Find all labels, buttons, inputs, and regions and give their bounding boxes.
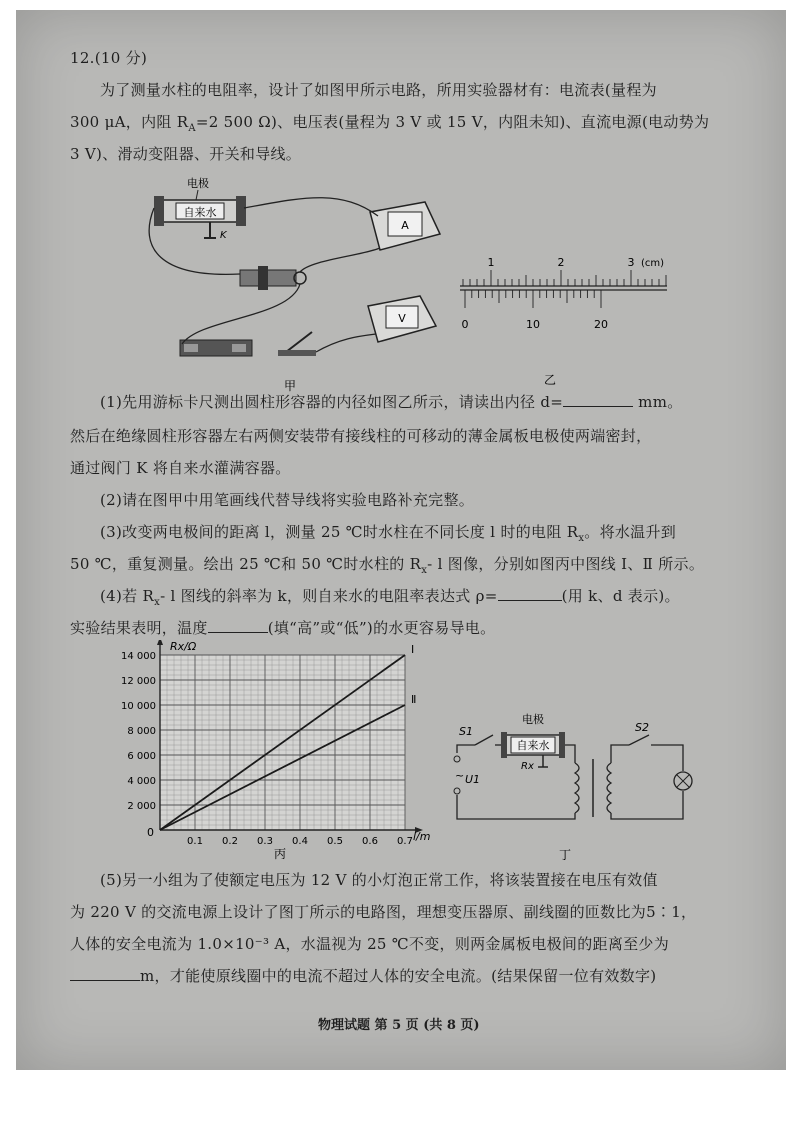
x-tick-label: 0.7 <box>397 836 413 847</box>
chart-x-tick-labels <box>187 836 413 847</box>
scale-unit: (cm) <box>641 258 665 269</box>
ac-symbol: ~ <box>455 769 465 782</box>
caption-jia: 甲 <box>283 379 297 393</box>
intro-line-2-sub: A <box>188 123 196 134</box>
y-tick-label: 14 000 <box>121 651 156 662</box>
part-3-text-a: (3)改变两电极间的距离 l，测量 25 ℃时水柱在不同长度 l 时的电阻 R <box>100 523 579 541</box>
part-5-line-3: 人体的安全电流为 1.0×10⁻³ A，水温视为 25 ℃不变，则两金属板电极间的距离至少为 <box>70 935 670 953</box>
voltmeter-symbol: V <box>398 312 406 325</box>
ammeter <box>370 202 440 250</box>
ding-resistor-label: Rx <box>521 761 534 772</box>
lamp-icon <box>674 772 692 790</box>
secondary-coil <box>607 763 611 813</box>
vernier-label-20: 20 <box>594 318 608 331</box>
container-label: 自来水 <box>183 206 217 219</box>
intro-line-2-end: =2 500 Ω)、电压表(量程为 3 V 或 15 V，内阻未知)、直流电源(电动势为 <box>195 113 710 131</box>
part-1-line-1 <box>100 392 683 412</box>
question-header <box>70 48 147 68</box>
part-3-line-2 <box>70 554 704 581</box>
footer-total: (共 8 页) <box>423 1018 480 1033</box>
ding-container <box>501 712 565 772</box>
series-label-2: Ⅱ <box>411 693 417 706</box>
switch-s1-label: S1 <box>459 725 473 738</box>
part-4-text-b: 实验结果表明，温度 <box>70 619 208 637</box>
part-3-line-1 <box>100 522 676 549</box>
chart-origin-label: 0 <box>147 826 154 839</box>
caption-bing: 丙 <box>273 847 287 861</box>
terminal-bottom <box>454 788 460 794</box>
intro-line-2 <box>70 112 709 139</box>
question-points: (10 分) <box>94 49 148 67</box>
part-1-line-2: 然后在绝缘圆柱形容器左右两侧安装带有接线柱的可移动的薄金属板电极使两端密封， <box>70 427 652 445</box>
electrode-label: 电极 <box>187 177 209 190</box>
ammeter-symbol: A <box>401 219 409 232</box>
caption-ding: 丁 <box>558 848 572 862</box>
y-tick-label: 2 000 <box>127 801 156 812</box>
part-4-text-end: (用 k、d 表示)。 <box>561 587 680 605</box>
ding-container-label: 自来水 <box>516 739 550 752</box>
switch-s2-label: S2 <box>635 721 649 734</box>
intro-line-3: 3 V)、滑动变阻器、开关和导线。 <box>70 145 302 163</box>
answer-blank-distance[interactable] <box>70 980 140 981</box>
main-label-1: 1 <box>487 256 495 269</box>
x-tick-label: 0.4 <box>292 836 308 847</box>
part-1-text: (1)先用游标卡尺测出圆柱形容器的内径如图乙所示，请读出内径 d= <box>100 393 564 411</box>
y-tick-label: 6 000 <box>127 751 156 762</box>
part-5-line-4 <box>70 966 656 986</box>
x-tick-label: 0.2 <box>222 836 238 847</box>
figure-yi <box>455 250 675 390</box>
x-tick-label: 0.6 <box>362 836 378 847</box>
question-number: 12. <box>70 49 95 67</box>
switch-s1-blade <box>475 735 493 745</box>
y-tick-label: 12 000 <box>121 676 156 687</box>
part-3-text-b-end: - l 图像，分别如图丙中图线 Ⅰ、Ⅱ 所示。 <box>427 555 705 573</box>
x-tick-label: 0.5 <box>327 836 343 847</box>
answer-blank-temperature[interactable] <box>208 632 268 633</box>
main-label-3: 3 <box>627 256 635 269</box>
part-4-line-2 <box>70 618 495 638</box>
part-4-line-1 <box>100 586 680 613</box>
x-tick-label: 0.3 <box>257 836 273 847</box>
y-axis-arrow <box>157 640 163 645</box>
ding-wires <box>457 735 683 819</box>
part-3-text-a-end: 。将水温升到 <box>584 523 677 541</box>
ding-electrode-label: 电极 <box>522 713 544 726</box>
intro-line-1: 为了测量水柱的电阻率，设计了如图甲所示电路，所用实验器材有：电流表(量程为 <box>100 81 657 99</box>
part-5-line-2: 为 220 V 的交流电源上设计了图丁所示的电路图，理想变压器原、副线圈的匝数比为5∶1， <box>70 903 697 921</box>
power-supply <box>180 332 316 356</box>
y-tick-label: 4 000 <box>127 776 156 787</box>
vernier-scale-ticks <box>465 290 601 308</box>
primary-coil <box>575 763 579 813</box>
vernier-label-0: 0 <box>461 318 469 331</box>
caption-yi: 乙 <box>543 373 557 387</box>
part-4-text-mid: - l 图线的斜率为 k，则自来水的电阻率表达式 ρ= <box>160 587 498 605</box>
answer-blank-rho[interactable] <box>498 600 562 601</box>
voltmeter <box>368 296 436 342</box>
rheostat <box>240 266 306 290</box>
part-3-text-b: 50 ℃，重复测量。绘出 25 ℃和 50 ℃时水柱的 R <box>70 555 422 573</box>
page-footer <box>318 1014 480 1033</box>
x-tick-label: 0.1 <box>187 836 203 847</box>
main-label-2: 2 <box>557 256 565 269</box>
valve-label: K <box>220 230 227 241</box>
part-3-sub-b: x <box>421 565 428 576</box>
series-label-1: Ⅰ <box>411 643 415 656</box>
figure-bing-chart <box>100 640 445 865</box>
footer-page: 第 5 页 <box>374 1018 419 1033</box>
part-4-sub: x <box>154 597 161 608</box>
y-tick-label: 10 000 <box>121 701 156 712</box>
water-container <box>154 176 246 241</box>
source-label: U1 <box>465 773 481 786</box>
part-5-line-1: (5)另一小组为了使额定电压为 12 V 的小灯泡正常工作，将该装置接在电压有效值 <box>100 871 658 889</box>
part-3-sub-a: x <box>578 533 585 544</box>
part-1-unit: mm。 <box>638 393 683 411</box>
part-1-line-3: 通过阀门 K 将自来水灌满容器。 <box>70 459 291 477</box>
intro-line-2-start: 300 μA，内阻 R <box>70 113 189 131</box>
footer-subject: 物理试题 <box>318 1018 371 1033</box>
chart-y-tick-labels <box>121 651 156 812</box>
part-4-text-a: (4)若 R <box>100 587 155 605</box>
switch-s2-blade <box>629 735 649 745</box>
part-2-line: (2)请在图甲中用笔画线代替导线将实验电路补充完整。 <box>100 491 475 509</box>
main-scale-ticks <box>463 270 666 286</box>
terminal-top <box>454 756 460 762</box>
figure-ding <box>445 705 705 865</box>
chart-y-axis-label: Rx/Ω <box>170 640 197 653</box>
vernier-label-10: 10 <box>526 318 540 331</box>
y-tick-label: 8 000 <box>127 726 156 737</box>
part-4-text-b-end: (填“高”或“低”)的水更容易导电。 <box>267 619 496 637</box>
part-5-text-d: m，才能使原线圈中的电流不超过人体的安全电流。(结果保留一位有效数字) <box>140 967 657 985</box>
answer-blank-d[interactable] <box>563 406 633 407</box>
chart-x-axis-label: l/m <box>413 830 431 843</box>
figure-jia <box>140 168 450 398</box>
